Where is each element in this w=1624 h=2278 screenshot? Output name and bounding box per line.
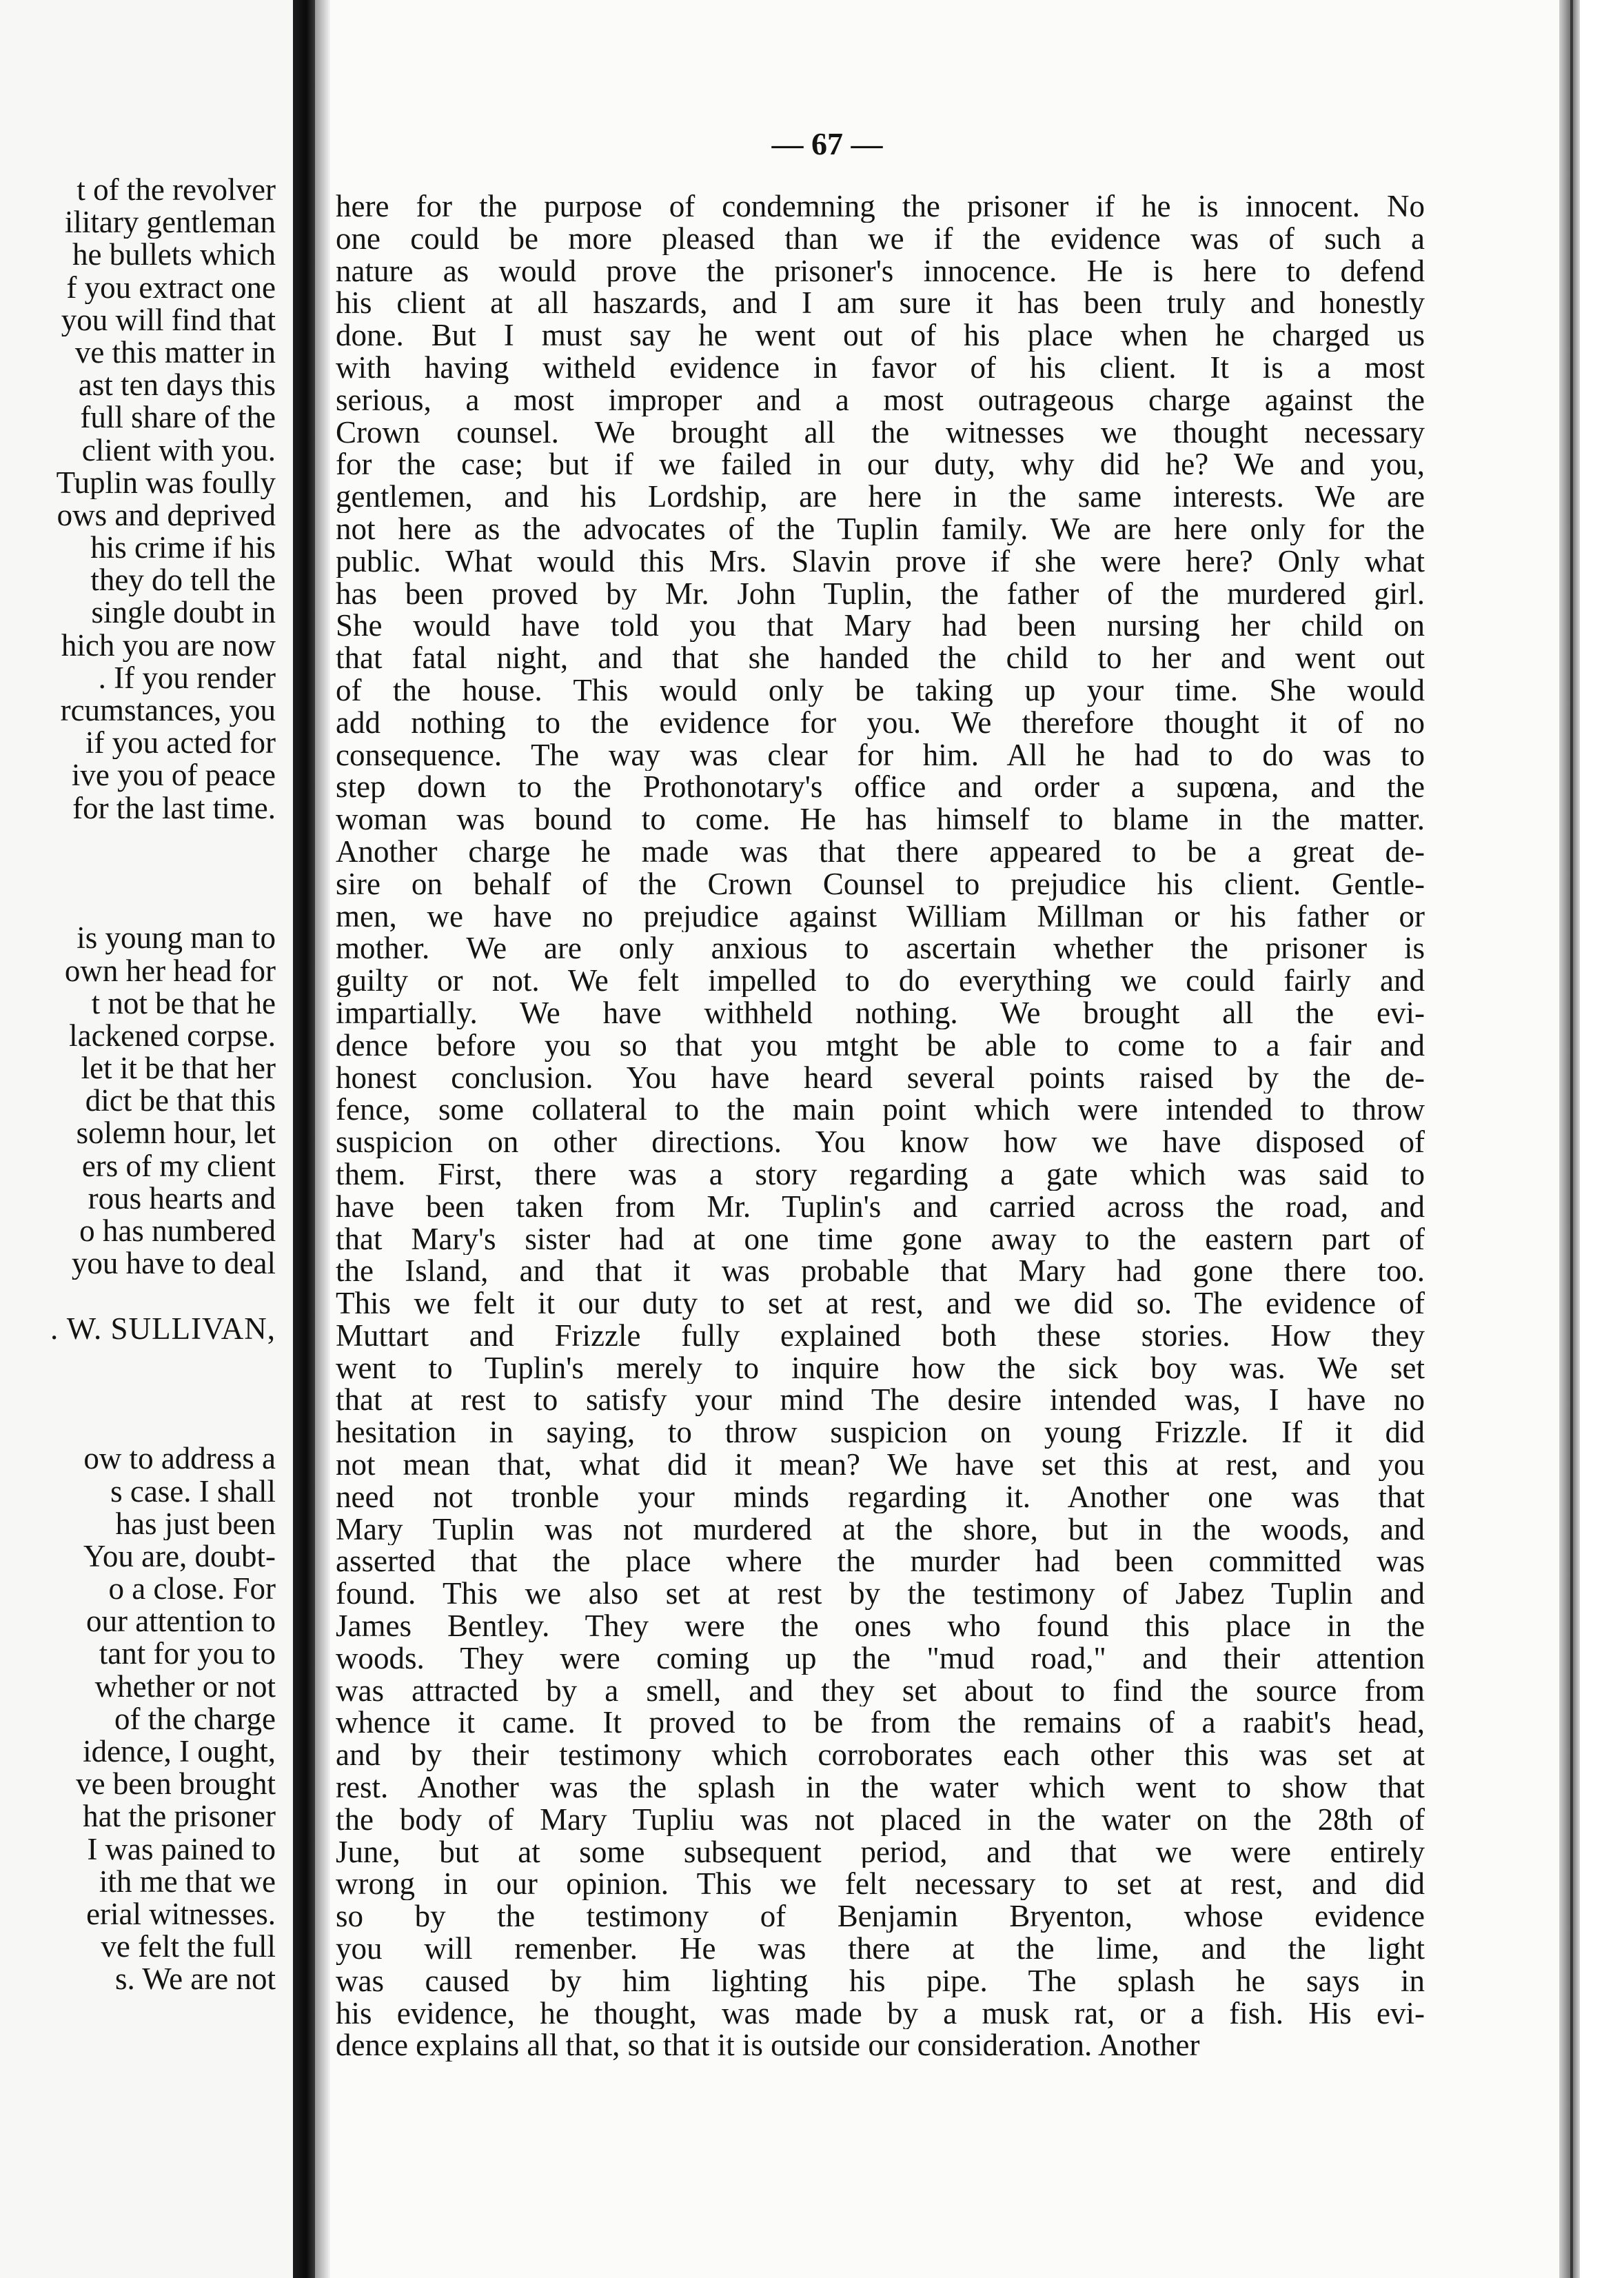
main-text-line: one could be more pleased than we if the evidence was of such a [336,222,1425,255]
left-text-line: o has numbered [79,1215,276,1248]
main-text-line: consequence. The way was clear for him. All he had to do was to [336,738,1425,772]
left-blank-line [0,1345,276,1378]
left-text-line: his crime if his [90,532,276,565]
left-text-line: erial witnesses. [86,1897,276,1931]
main-text-line: hesitation in saying, to throw suspicion on young Frizzle. If it did [336,1416,1425,1449]
main-text-line: for the case; but if we failed in our duty, why did he? We and you, [336,448,1425,481]
left-text-line: tant for you to [99,1637,276,1671]
left-page-fragment [0,0,293,2278]
left-page-text-column [0,174,276,1996]
left-text-line: whether or not [94,1670,276,1703]
main-text-line: not here as the advocates of the Tuplin family. We are here only for the [336,512,1425,545]
main-text-line: went to Tuplin's merely to inquire how the sick boy was. We set [336,1351,1425,1384]
main-text-line: suspicion on other directions. You know how we have disposed of [336,1126,1425,1158]
main-text-line: step down to the Prothonotary's office and order a supœna, and the [336,771,1425,804]
left-blank-line [0,857,276,889]
left-text-line: if you acted for [85,727,276,760]
main-text-line: June, but at some subsequent period, and that we were entirely [336,1835,1425,1868]
main-text-line: asserted that the place where the murder had been committed was [336,1545,1425,1578]
main-text-line: gentlemen, and his Lordship, are here in the same interests. We are [336,481,1425,513]
main-text-line: whence it came. It proved to be from the remains of a raabit's head, [336,1706,1425,1740]
main-text-line: so by the testimony of Benjamin Bryenton, whose evidence [336,1900,1425,1933]
left-text-line: you will find that [61,303,276,336]
main-text-line: his client at all haszards, and I am sure it has been truly and honestly [336,287,1425,320]
left-text-line: f you extract one [66,271,276,304]
left-text-line: s case. I shall [110,1475,276,1508]
main-text-line: done. But I must say he went out of his place when he charged us [336,319,1425,352]
main-text-line: need not tronble your minds regarding it. Another one was that [336,1480,1425,1513]
left-text-line: I was pained to [87,1833,276,1866]
left-text-line: ilitary gentleman [64,206,276,239]
gutter-shadow [315,0,330,2278]
main-text-line: This we felt it our duty to set at rest, and we did so. The evidence of [336,1287,1425,1320]
left-signature: . W. SULLIVAN, [50,1312,276,1345]
main-text-line: James Bentley. They were the ones who found this place in the [336,1610,1425,1642]
main-text-line: public. What would this Mrs. Slavin prove if she were here? Only what [336,545,1425,578]
left-text-line: let it be that her [81,1052,276,1085]
left-text-line: ows and deprived [57,498,276,532]
main-text-line: them. First, there was a story regarding a gate which was said to [336,1158,1425,1191]
page-number: — 67 — [771,126,883,161]
left-text-line: ith me that we [99,1865,276,1898]
left-text-line: hich you are now [61,629,276,662]
left-text-line: dict be that this [85,1085,276,1118]
main-text-line: honest conclusion. You have heard several points raised by the de- [336,1061,1425,1094]
main-text-line: was caused by him lighting his pipe. The splash he says in [336,1964,1425,1997]
left-text-line: You are, doubt- [83,1540,276,1573]
left-text-line: our attention to [86,1605,276,1638]
main-text-line: Crown counsel. We brought all the witnesses we thought necessary [336,416,1425,449]
main-text-line: woman was bound to come. He has himself to blame in the matter. [336,803,1425,836]
main-text-line: dence explains all that, so that it is outside our consideration. Another [336,2029,1200,2062]
main-text-line: rest. Another was the splash in the water which went to show that [336,1771,1425,1804]
left-text-line: hat the prisoner [83,1800,276,1833]
main-text-line: has been proved by Mr. John Tuplin, the father of the murdered girl. [336,577,1425,610]
page-edge-line [1570,0,1573,2278]
main-text-line: serious, a most improper and a most outrageous charge against the [336,383,1425,416]
main-text-line: the body of Mary Tupliu was not placed in the water on the 28th of [336,1803,1425,1836]
left-text-line: ers of my client [81,1149,276,1182]
left-text-line: for the last time. [72,792,276,825]
left-text-line: o a close. For [108,1573,276,1606]
book-gutter [293,0,315,2278]
left-text-line: ast ten days this [78,369,276,402]
left-text-line: of the charge [114,1702,276,1735]
left-text-line: they do tell the [90,564,276,597]
main-text-line: with having witheld evidence in favor of his client. It is a most [336,351,1425,384]
main-text-line: woods. They were coming up the "mud road," and their attention [336,1642,1425,1675]
left-text-line: ow to address a [83,1442,276,1475]
main-text-line: that Mary's sister had at one time gone away to the eastern part of [336,1222,1425,1256]
main-text-line: wrong in our opinion. This we felt necessary to set at rest, and did [336,1868,1425,1901]
main-text-line: Another charge he made was that there appeared to be a great de- [336,835,1425,868]
main-text-line: She would have told you that Mary had been nursing her child on [336,609,1425,643]
main-text-line: mother. We are only anxious to ascertain whether the prisoner is [336,932,1425,965]
left-blank-line [0,889,276,922]
left-text-line: rous hearts and [88,1182,276,1215]
left-text-line: s. We are not [115,1963,276,1996]
main-text-line: sire on behalf of the Crown Counsel to prejudice his client. Gentle- [336,867,1425,900]
main-text-line: of the house. This would only be taking up your time. She would [336,674,1425,707]
main-text-line: impartially. We have withheld nothing. We brought all the evi- [336,996,1425,1029]
left-text-line: is young man to [77,922,276,955]
left-blank-line [0,825,276,857]
main-text-line: not mean that, what did it mean? We have set this at rest, and you [336,1449,1425,1481]
main-text-line: guilty or not. We felt impelled to do everything we could fairly and [336,965,1425,997]
main-text-line: nature as would prove the prisoner's innocence. He is here to defend [336,254,1425,288]
left-text-line: . If you render [98,661,276,694]
main-text-column [336,190,1425,2062]
left-text-line: idence, I ought, [83,1735,276,1768]
left-text-line: t of the revolver [77,174,276,207]
main-text-line: and by their testimony which corroborates each other this was set at [336,1739,1425,1772]
left-text-line: full share of the [80,401,276,434]
left-text-line: lackened corpse. [69,1019,276,1053]
left-text-line: rcumstances, you [60,694,276,727]
left-text-line: ive you of peace [71,759,276,792]
main-text-line: you will remenber. He was there at the lime, and the light [336,1933,1425,1965]
main-text-line: Muttart and Frizzle fully explained both these stories. How they [336,1319,1425,1352]
left-text-line: ve felt the full [101,1931,276,1964]
left-text-line: ve been brought [76,1768,276,1801]
left-text-line: Tuplin was foully [56,466,276,499]
left-text-line: client with you. [81,434,276,467]
left-text-line: own her head for [64,954,276,987]
main-text-line: have been taken from Mr. Tuplin's and carried across the road, and [336,1190,1425,1223]
left-text-line: solemn hour, let [76,1117,276,1150]
main-text-line: Mary Tuplin was not murdered at the shore, but in the woods, and [336,1513,1425,1546]
main-text-line: men, we have no prejudice against William Millman or his father or [336,900,1425,933]
left-text-line: ve this matter in [74,336,276,370]
page-edge [1559,0,1580,2278]
main-text-line: fence, some collateral to the main point which were intended to throw [336,1093,1425,1127]
main-text-line: that fatal night, and that she handed the child to her and went out [336,642,1425,674]
left-text-line: you have to deal [71,1247,276,1280]
left-blank-line [0,1410,276,1442]
main-text-line: was attracted by a smell, and they set about to find the source from [336,1674,1425,1707]
main-text-line: dence before you so that you mtght be able to come to a fair and [336,1029,1425,1062]
left-text-line: t not be that he [91,987,276,1020]
left-blank-line [0,1378,276,1410]
left-blank-line [0,1280,276,1312]
left-text-line: he bullets which [72,239,276,272]
main-text-line: here for the purpose of condemning the prisoner if he is innocent. No [336,190,1425,223]
main-text-line: his evidence, he thought, was made by a musk rat, or a fish. His evi- [336,1997,1425,2030]
main-text-line: that at rest to satisfy your mind The desire intended was, I have no [336,1384,1425,1417]
left-text-line: single doubt in [91,596,276,629]
main-text-line: the Island, and that it was probable that Mary had gone there too. [336,1255,1425,1288]
left-text-line: has just been [115,1507,276,1540]
main-text-line: found. This we also set at rest by the testimony of Jabez Tuplin and [336,1578,1425,1611]
main-text-line: add nothing to the evidence for you. We therefore thought it of no [336,706,1425,739]
